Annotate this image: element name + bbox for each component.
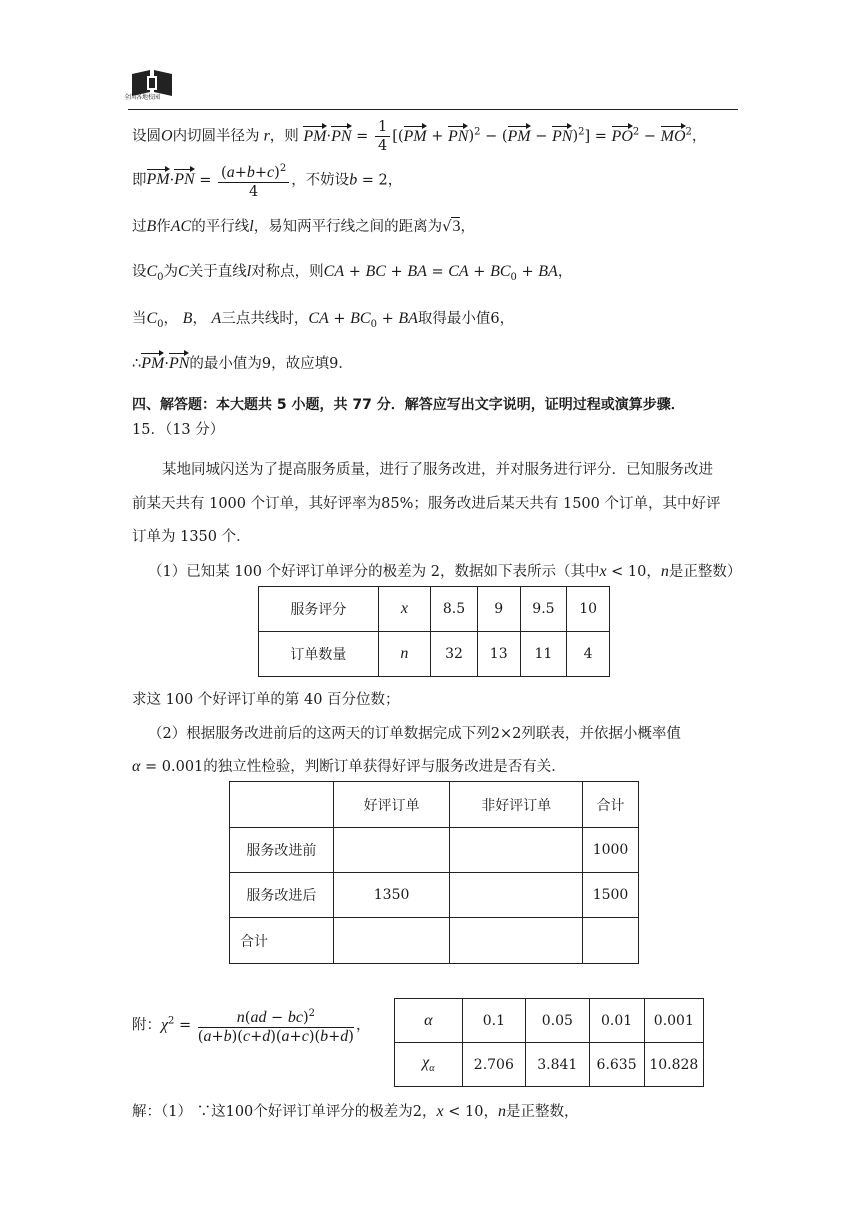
table-cell: 10	[567, 587, 610, 632]
intro-line-2: 前某天共有 1000 个订单，其好评率为85%；服务改进后某天共有 1500 个订单，其中好评	[132, 496, 721, 512]
table-header-cell: 非好评订单	[450, 782, 583, 828]
table-cell	[583, 918, 639, 964]
solution-start: 解：（1） ∵这100个好评订单评分的极差为2，x < 10，n是正整数，	[132, 1103, 579, 1120]
table-cell	[450, 828, 583, 873]
table-cell: $\chi_\alpha$	[395, 1043, 463, 1087]
table-cell	[333, 828, 450, 873]
table-cell: 服务改进前	[230, 828, 334, 873]
table-header-cell: 好评订单	[333, 782, 450, 828]
table-cell: 服务评分	[259, 587, 379, 632]
table-cell: 服务改进后	[230, 873, 334, 918]
part2-line-1: （2）根据服务改进前后的这两天的订单数据完成下列2×2列联表，并依据小概率值	[148, 726, 681, 742]
table-cell: 3.841	[526, 1043, 589, 1087]
table-cell: 9	[477, 587, 520, 632]
critical-value-table	[394, 998, 704, 1087]
table-cell	[333, 918, 450, 964]
chi-square-formula: 附：$\chi^2$ = $\frac{n(ad - bc)^2}{(a+b)(c+d)(a+c)(b+d)}$ ，	[132, 1005, 370, 1046]
solution-line-2: 即PM·PN = $\frac{(a+b+c)^2}{4}$ ，不妨设b = 2，	[132, 160, 402, 201]
table-cell	[450, 918, 583, 964]
solution-line-5: 当$C_0$， B， A三点共线时，CA + $BC_0$ + BA取得最小值6，	[132, 310, 515, 330]
header-rule	[128, 109, 738, 110]
solution-line-3: 过B作AC的平行线l，易知两平行线之间的距离为√3，	[132, 218, 475, 235]
table-cell: 6.635	[589, 1043, 644, 1087]
solution-line-4: 设$C_0$为C关于直线l对称点，则CA + BC + BA = CA + $BC_0$ + BA，	[132, 263, 573, 283]
table-cell: 8.5	[431, 587, 478, 632]
part1-question: 求这 100 个好评订单的第 40 百分位数；	[132, 692, 400, 708]
table-cell: 10.828	[644, 1043, 703, 1087]
table-cell: 1500	[583, 873, 639, 918]
table-cell: α	[395, 999, 463, 1043]
table-cell: 1350	[333, 873, 450, 918]
table-cell: 1000	[583, 828, 639, 873]
table-cell: 合计	[230, 918, 334, 964]
part1-line: （1）已知某 100 个好评订单评分的极差为 2，数据如下表所示（其中x < 10，n是正整数）	[148, 563, 742, 580]
table-cell: n	[378, 632, 430, 677]
table-cell	[450, 873, 583, 918]
intro-line-3: 订单为 1350 个．	[132, 529, 251, 545]
table-cell: 11	[520, 632, 567, 677]
table-cell: 0.01	[589, 999, 644, 1043]
intro-line-1: 某地同城闪送为了提高服务质量，进行了服务改进，并对服务进行评分．已知服务改进	[162, 462, 713, 478]
contingency-table	[229, 781, 639, 964]
table-cell: 0.1	[462, 999, 525, 1043]
logo-caption: 全国各地校园	[124, 94, 161, 101]
table-cell: 13	[477, 632, 520, 677]
table-cell: 0.001	[644, 999, 703, 1043]
table-cell: 32	[431, 632, 478, 677]
score-table	[258, 586, 610, 677]
section-title: 四、解答题：本大题共 5 小题，共 77 分．解答应写出文字说明，证明过程或演算步骤．	[132, 397, 685, 413]
table-cell: 4	[567, 632, 610, 677]
table-header-cell	[230, 782, 334, 828]
table-header-cell: 合计	[583, 782, 639, 828]
part2-line-2: α = 0.001的独立性检验，判断订单获得好评与服务改进是否有关．	[132, 758, 566, 775]
table-cell: 2.706	[462, 1043, 525, 1087]
table-cell: 0.05	[526, 999, 589, 1043]
book-logo-icon	[128, 62, 176, 110]
problem-number: 15．（13 分）	[132, 422, 225, 438]
table-cell: 订单数量	[259, 632, 379, 677]
solution-line-1: 设圆O内切圆半径为 r，则 PM·PN = $\frac{1}{4}$ $[(PM + PN)^2 - (PM - PN)^2] = PO^2 - MO^2$，	[132, 119, 707, 154]
table-cell: 9.5	[520, 587, 567, 632]
solution-line-6: ∴PM·PN的最小值为9，故应填9．	[132, 355, 353, 372]
table-cell: x	[378, 587, 430, 632]
